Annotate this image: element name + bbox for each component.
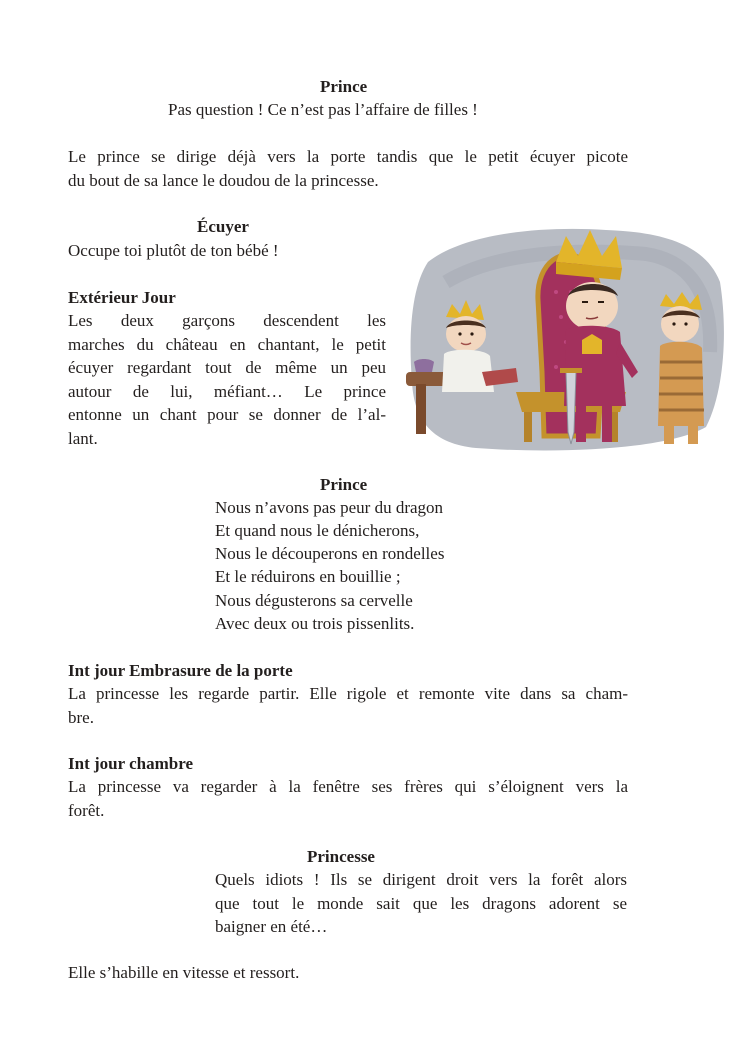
scene-heading-chambre: Int jour chambre: [68, 754, 193, 773]
princesse-line-2: que tout le monde sait que les dragons adorent se: [215, 893, 627, 913]
speaker-princesse: Princesse: [307, 847, 375, 866]
song-line-6: Avec deux ou trois pissenlits.: [215, 614, 415, 633]
speaker-ecuyer: Écuyer: [197, 217, 249, 236]
speaker-prince-1: Prince: [320, 77, 368, 96]
narration-2: Elle s’habille en vitesse et ressort.: [68, 963, 300, 982]
song-line-2: Et quand nous le dénicherons,: [215, 521, 420, 540]
song-line-4: Et le réduirons en bouillie ;: [215, 567, 401, 586]
princesse-line-1: Quels idiots ! Ils se dirigent droit vers la forêt alors: [215, 870, 627, 889]
scene-heading-exterieur-jour: Extérieur Jour: [68, 288, 176, 307]
scene-embrasure-paragraph: [68, 682, 628, 729]
scene-exterieur-line-6: lant.: [68, 428, 98, 448]
scene-chambre-line-1: La princesse va regarder à la fenêtre ses frères qui s’éloignent vers la: [68, 777, 628, 796]
song-line-5: Nous dégusterons sa cervelle: [215, 591, 413, 610]
dialogue-line-1: Pas question ! Ce n’est pas l’affaire de filles !: [168, 100, 478, 119]
scene-exterieur-line-5: entonne un chant pour se donner de l’al-: [68, 405, 386, 424]
scene-heading-embrasure: Int jour Embrasure de la porte: [68, 661, 293, 680]
scene-exterieur-line-2: marches du château en chantant, le petit: [68, 334, 386, 354]
scene-embrasure-line-1: La princesse les regarde partir. Elle rigole et remonte vite dans sa cham-: [68, 684, 628, 703]
scene-exterieur-paragraph: [68, 309, 386, 450]
song-line-1: Nous n’avons pas peur du dragon: [215, 498, 444, 517]
scene-chambre-paragraph: [68, 775, 628, 822]
narration-1-line-1: Le prince se dirige déjà vers la porte tandis que le petit écuyer picote: [68, 147, 628, 166]
dialogue-line-ecuyer: Occupe toi plutôt de ton bébé !: [68, 241, 279, 260]
scene-chambre-line-2: forêt.: [68, 800, 105, 820]
scene-exterieur-line-4: autour de lui, méfiant… Le prince: [68, 381, 386, 401]
scene-embrasure-line-2: bre.: [68, 707, 94, 727]
storybook-illustration-icon: [406, 222, 728, 454]
princesse-line-3: baigner en été…: [215, 917, 328, 936]
narration-1: [68, 145, 628, 192]
song-line-3: Nous le découperons en rondelles: [215, 544, 445, 563]
scene-exterieur-line-3: écuyer regardant tout de même un peu: [68, 358, 386, 377]
princesse-dialogue: [215, 868, 627, 939]
speaker-prince-2: Prince: [320, 475, 368, 494]
scene-exterieur-line-1: Les deux garçons descendent les: [68, 311, 386, 330]
narration-1-line-2: du bout de sa lance le doudou de la princesse.: [68, 170, 379, 190]
